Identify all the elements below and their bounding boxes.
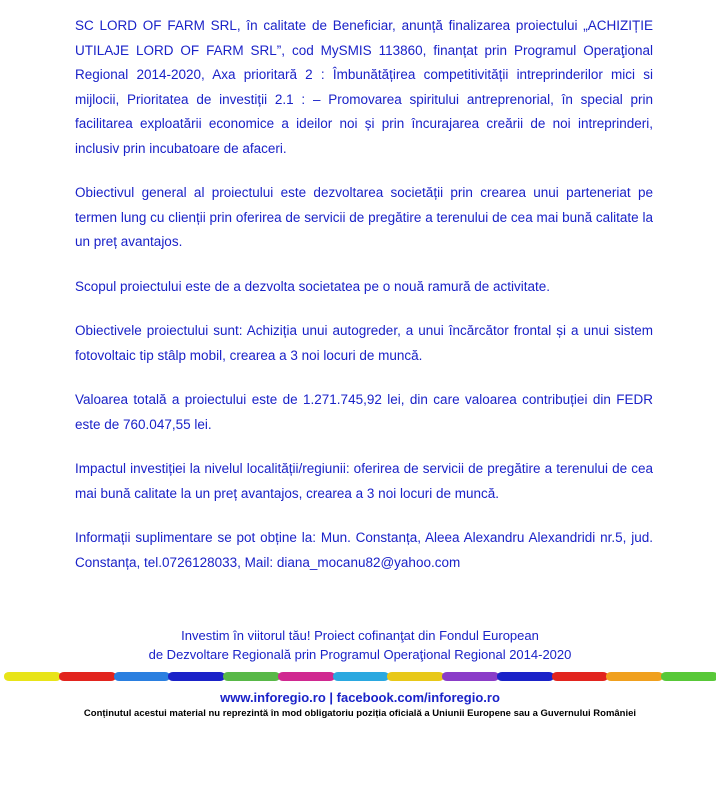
stripe-segment xyxy=(223,672,280,681)
paragraph-purpose: Scopul proiectului este de a dezvolta societatea pe o nouă ramură de activitate. xyxy=(75,278,551,294)
color-stripe xyxy=(4,672,716,681)
paragraph-impact: Impactul investiției la nivelul localității/regiunii: oferirea de servicii de pregătire a terenului de cea mai bună calitate la un preț avantajos, crearea a 3 noi locuri de muncă. xyxy=(75,461,653,501)
stripe-segment xyxy=(606,672,663,681)
paragraph-total-value: Valoarea totală a proiectului este de 1.271.745,92 lei, din care valoarea contribuției din FEDR este de 760.047,55 lei. xyxy=(75,392,653,432)
stripe-segment xyxy=(168,672,225,681)
stripe-segment xyxy=(442,672,499,681)
paragraph-intro: SC LORD OF FARM SRL, în calitate de Beneficiar, anunță finalizarea proiectului „ACHIZIȚIE UTILAJE LORD OF FARM SRL”, cod MySMIS 113860, finanțat prin Programul Operaţional Regional 2014-2020, Axa prioritară 2 : Îmbunătățirea competitivității intreprinderilor mici si mijlocii, Prioritatea de investiții 2.1 : – Promovarea spiritului antreprenorial, în special prin facilitarea exploatării economice a ideilor noi și prin încurajarea creării de noi intreprinderi, inclusiv prin incubatoare de afaceri. xyxy=(75,18,653,156)
disclaimer-text: Conținutul acestui material nu reprezintă în mod obligatoriu poziția oficială a Uniunii Europene sau a Guvernului României xyxy=(83,708,637,719)
announcement-body xyxy=(75,14,653,595)
stripe-segment xyxy=(333,672,390,681)
slogan-line-1: Investim în viitorul tău! Proiect cofinanţat din Fondul European xyxy=(181,628,539,643)
stripe-segment xyxy=(552,672,609,681)
website-links[interactable]: www.inforegio.ro | facebook.com/inforegio.ro xyxy=(220,690,500,705)
stripe-segment xyxy=(278,672,335,681)
stripe-segment xyxy=(4,672,61,681)
funding-slogan xyxy=(0,626,720,664)
stripe-segment xyxy=(661,672,716,681)
stripe-segment xyxy=(387,672,444,681)
paragraph-general-objective: Obiectivul general al proiectului este dezvoltarea societății prin crearea unui parteneriat pe termen lung cu clienții prin oferirea de servicii de pregătire a terenului de cea mai bună calitate la un preț avantajos. xyxy=(75,185,653,249)
stripe-segment xyxy=(497,672,554,681)
slogan-line-2: de Dezvoltare Regională prin Programul Operaţional Regional 2014-2020 xyxy=(148,647,572,662)
stripe-segment xyxy=(59,672,116,681)
paragraph-objectives: Obiectivele proiectului sunt: Achiziția unui autogreder, a unui încărcător frontal și a unui sistem fotovoltaic tip stâlp mobil, crearea a 3 noi locuri de muncă. xyxy=(75,323,653,363)
stripe-segment xyxy=(114,672,171,681)
paragraph-contact: Informații suplimentare se pot obține la: Mun. Constanța, Aleea Alexandru Alexandridi nr.5, jud. Constanța, tel.0726128033, Mail: diana_mocanu82@yahoo.com xyxy=(75,530,653,570)
